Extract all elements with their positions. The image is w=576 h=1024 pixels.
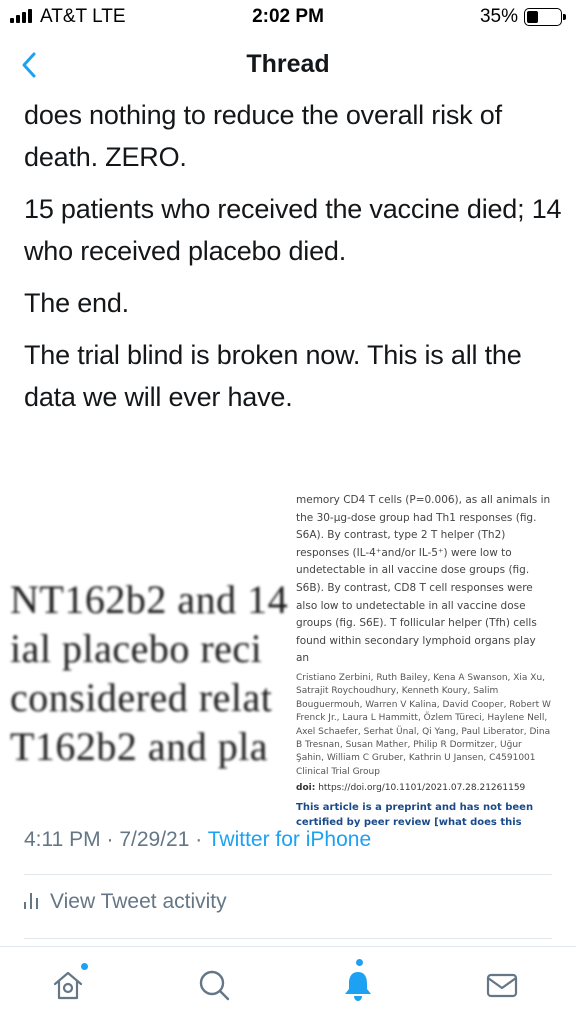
tab-bar xyxy=(0,946,576,1024)
tweet-text xyxy=(24,96,564,428)
divider xyxy=(24,874,552,875)
mail-icon xyxy=(484,967,520,1003)
status-bar xyxy=(0,0,576,34)
meta-separator: · xyxy=(195,828,203,851)
blurred-text-line: NT162b2 and 14 xyxy=(10,577,289,622)
tab-messages[interactable] xyxy=(484,967,524,1007)
battery-icon xyxy=(524,8,562,26)
notifications-dot xyxy=(356,959,363,966)
paper-authors: Cristiano Zerbini, Ruth Bailey, Kena A Swanson, Xia Xu, Satrajit Roychoudhury, Kenneth Koury, Salim Bouguermouh, Warren V Kalina, David Cooper, Robert W Frenck Jr., Laura L Hammitt, Özlem Türeci, Haylene Nell, Axel Schaefer, Serhat Ünal, Qi Yang, Paul Liberator, Dina B Tresnan, Susan Mather, Philip R Dormitzer, Uğur Şahin, William C Gruber, Kathrin U Jansen, C4591001 Clinical Trial Group xyxy=(296,672,551,777)
tweet-source-link[interactable]: Twitter for iPhone xyxy=(207,828,372,851)
tweet-time: 4:11 PM xyxy=(24,828,101,851)
tweet-date: 7/29/21 xyxy=(119,828,190,851)
home-icon xyxy=(50,967,86,1003)
tab-notifications[interactable] xyxy=(340,967,380,1007)
tab-search[interactable] xyxy=(196,967,236,1007)
carrier-label: AT&T LTE xyxy=(40,6,126,27)
blurred-document-crop xyxy=(10,484,289,796)
nav-bar xyxy=(0,34,576,96)
doi-label: doi: xyxy=(296,783,316,794)
tweet-paragraph: does nothing to reduce the overall risk of death. ZERO. xyxy=(24,100,502,172)
paper-body-text: memory CD4 T cells (P=0.006), as all animals in the 30-µg-dose group had Th1 responses (fig. S6A). By contrast, type 2 T helper (Th2) responses (IL-4⁺and/or IL-5⁺) were low to undetectable in all vaccine dose groups (fig. S6B). By contrast, CD8 T cell responses were also low to undetectable in all vaccine dose groups (fig. S6E). T follicular helper (Tfh) cells found within secondary lymphoid organs play an xyxy=(296,494,551,665)
doi-value: https://doi.org/10.1101/2021.07.28.21261159 xyxy=(318,783,526,794)
blurred-text-line: ial placebo reci xyxy=(10,626,263,671)
page-title: Thread xyxy=(246,50,330,78)
activity-label: View Tweet activity xyxy=(50,890,227,913)
status-clock: 2:02 PM xyxy=(252,6,324,27)
bar-chart-icon xyxy=(24,893,42,909)
view-tweet-activity-button[interactable] xyxy=(24,890,227,914)
home-notification-dot xyxy=(81,963,88,970)
paper-doi xyxy=(296,781,552,795)
battery-percentage: 35% xyxy=(479,6,518,27)
bell-icon xyxy=(340,967,376,1003)
tweet-paragraph: 15 patients who received the vaccine died; 14 who received placebo died. xyxy=(24,194,562,266)
search-icon xyxy=(196,967,232,1003)
tab-home[interactable] xyxy=(50,967,90,1007)
tweet-meta xyxy=(24,828,371,852)
tweet-paragraph: The trial blind is broken now. This is all the data we will ever have. xyxy=(24,340,522,412)
tweet-media-image[interactable] xyxy=(10,484,552,828)
meta-separator: · xyxy=(106,828,114,851)
tweet-paragraph: The end. xyxy=(24,288,129,318)
paper-excerpt xyxy=(296,492,552,830)
blurred-text-line: T162b2 and pla xyxy=(10,724,269,769)
divider xyxy=(24,938,552,939)
preprint-notice: This article is a preprint and has not been certified by peer review [what does this xyxy=(296,802,534,828)
blurred-text-line: considered relat xyxy=(10,675,273,720)
